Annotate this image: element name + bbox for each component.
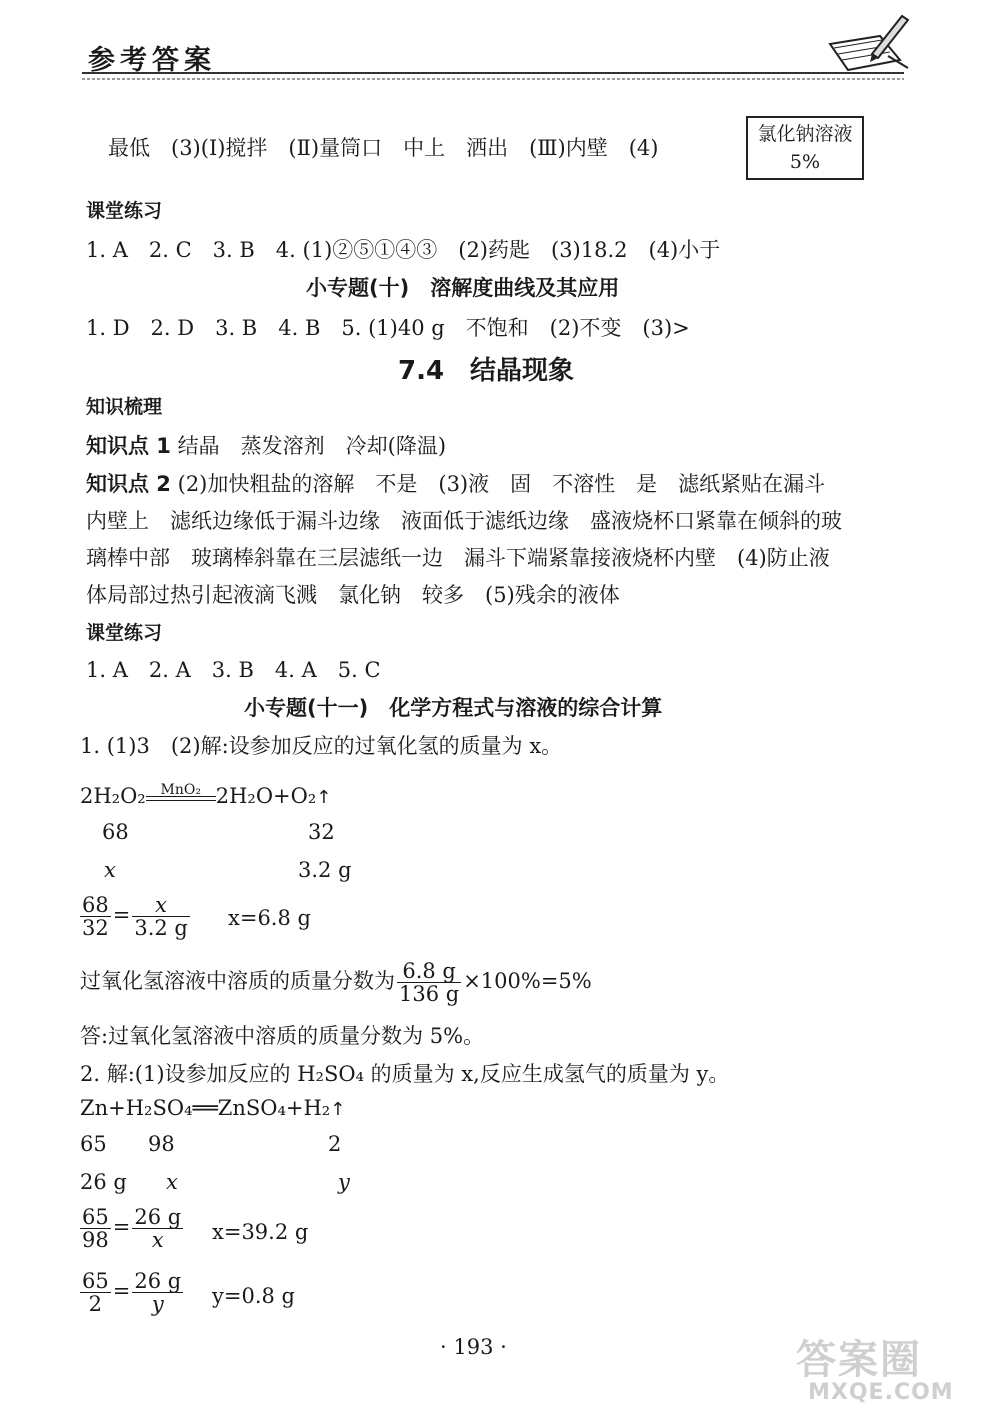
q2-equation: Zn+H₂SO₄══ZnSO₄+H₂↑ — [80, 1096, 346, 1120]
knowledge-point-2-line3: 璃棒中部 玻璃棒斜靠在三层滤纸一边 漏斗下端紧靠接液烧杯内壁 (4)防止液 — [86, 546, 830, 570]
q2-proportion-2: $\frac{65}{2}$ = $\frac{26 g}{y}$ — [82, 1269, 182, 1316]
topic-11-title: 小专题(十一) 化学方程式与溶液的综合计算 — [244, 696, 663, 720]
classwork-heading-1: 课堂练习 — [86, 200, 163, 222]
q1-result: x=6.8 g — [228, 906, 311, 930]
gas-arrow-icon-2: ↑ — [330, 1099, 346, 1120]
label-box-line2: 5% — [789, 151, 821, 173]
q1-proportion: $\frac{68}{32}$ = $\frac{x}{3.2 g}$ — [82, 893, 188, 940]
gas-arrow-icon: ↑ — [316, 787, 332, 808]
q1-frac-b: $\frac{x}{3.2 g}$ — [134, 893, 188, 940]
q1-frac-a: $\frac{68}{32}$ — [82, 893, 109, 940]
q2-var-1: 26 g — [80, 1170, 127, 1194]
q1-mass-fraction: 过氧化氢溶液中溶质的质量分数为 $\frac{6.8 g}{136 g}$ ×100%=5% — [80, 959, 592, 1006]
q1-mass-frac: $\frac{6.8 g}{136 g}$ — [399, 959, 460, 1006]
q2-var-2: x — [166, 1170, 178, 1194]
section-7-4-title: 7.4 结晶现象 — [398, 356, 575, 386]
topic-10-title: 小专题(十) 溶解度曲线及其应用 — [306, 276, 620, 300]
kp2-label: 知识点 2 — [86, 472, 171, 496]
watermark-logo: 答案圈 — [796, 1337, 922, 1383]
q2-var-3: y — [338, 1170, 350, 1194]
q1-intro: 1. (1)3 (2)解:设参加反应的过氧化氢的质量为 x。 — [80, 734, 563, 758]
q2-frac-3: $\frac{65}{2}$ — [82, 1269, 109, 1316]
kp1-label: 知识点 1 — [86, 434, 171, 458]
knowledge-point-2-line4: 体局部过热引起液滴飞溅 氯化钠 较多 (5)残余的液体 — [86, 583, 620, 607]
knowledge-heading: 知识梳理 — [86, 396, 163, 418]
knowledge-point-1 — [86, 430, 446, 460]
q2-frac-4: $\frac{26 g}{y}$ — [134, 1269, 182, 1316]
q2-frac-1: $\frac{65}{98}$ — [82, 1205, 109, 1252]
classwork-heading-2: 课堂练习 — [86, 622, 163, 644]
q2-result-1: x=39.2 g — [212, 1220, 309, 1244]
answers-row-2: 1. D 2. D 3. B 4. B 5. (1)40 g 不饱和 (2)不变 (3)> — [86, 316, 690, 340]
q2-result-2: y=0.8 g — [212, 1284, 295, 1308]
q2-intro: 2. 解:(1)设参加反应的 H₂SO₄ 的质量为 x,反应生成氢气的质量为 y。 — [80, 1062, 730, 1086]
page-number: · 193 · — [440, 1335, 507, 1359]
header-title: 参考答案 — [88, 45, 216, 76]
answers-row-3: 1. A 2. A 3. B 4. A 5. C — [86, 658, 381, 682]
q2-mass-3: 2 — [328, 1132, 342, 1156]
q1-var-1: x — [104, 858, 116, 882]
q1-eq-left: 2H₂O₂ — [80, 784, 146, 808]
q2-mass-1: 65 — [80, 1132, 107, 1156]
kp1-text: 结晶 蒸发溶剂 冷却(降温) — [177, 434, 447, 458]
q1-var-2: 3.2 g — [298, 858, 352, 882]
label-box-line1: 氯化钠溶液 — [757, 123, 853, 145]
q1-eq-right: 2H₂O+O₂ — [215, 784, 317, 808]
q2-proportion-1: $\frac{65}{98}$ = $\frac{26 g}{x}$ — [82, 1205, 182, 1252]
q2-frac-2: $\frac{26 g}{x}$ — [134, 1205, 182, 1252]
knowledge-point-2-line2: 内壁上 滤纸边缘低于漏斗边缘 液面低于滤纸边缘 盛液烧杯口紧靠在倾斜的玻 — [86, 509, 842, 533]
q1-catalyst: MnO₂ — [160, 782, 201, 798]
knowledge-point-2-line1 — [86, 468, 825, 498]
q1-mass-1: 68 — [102, 820, 129, 844]
notepad-pencil-icon — [822, 10, 912, 76]
solution-label-box — [746, 116, 864, 180]
q1-answer: 答:过氧化氢溶液中溶质的质量分数为 5%。 — [80, 1024, 485, 1048]
q2-mass-2: 98 — [148, 1132, 175, 1156]
watermark-url: MXQE.COM — [808, 1380, 954, 1405]
q1-equation — [80, 784, 331, 808]
kp2-text1: (2)加快粗盐的溶解 不是 (3)液 固 不溶性 是 滤纸紧贴在漏斗 — [177, 472, 826, 496]
header-rule — [82, 70, 904, 84]
answer-line-top: 最低 (3)(Ⅰ)搅拌 (Ⅱ)量筒口 中上 洒出 (Ⅲ)内壁 (4) — [108, 136, 659, 160]
q1-catalyst-sign — [146, 782, 216, 808]
answers-row-1: 1. A 2. C 3. B 4. (1)②⑤①④③ (2)药匙 (3)18.2 (4)小于 — [86, 238, 721, 262]
q1-mass-2: 32 — [308, 820, 335, 844]
